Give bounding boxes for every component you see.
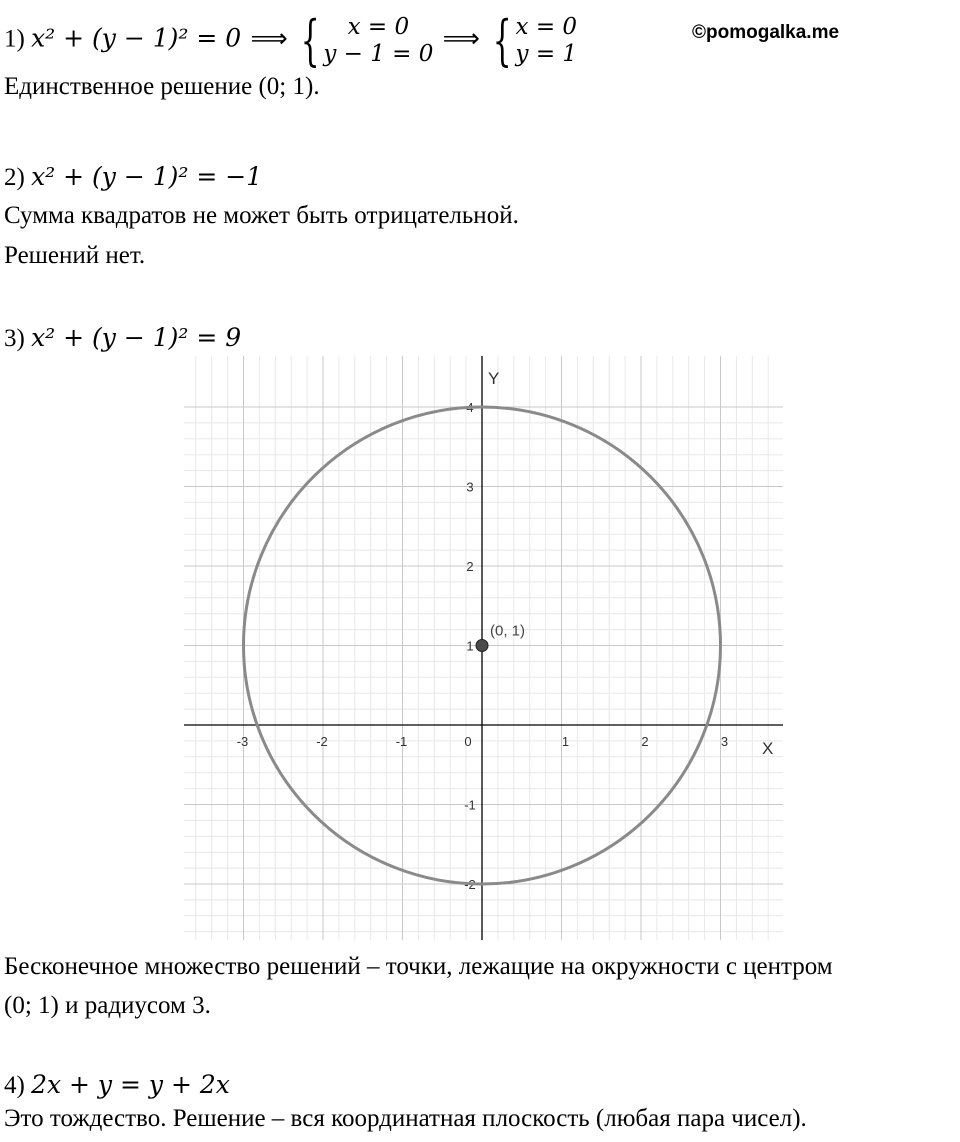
x-tick-label: 2 — [641, 734, 649, 749]
problem-3-text-2: (0; 1) и радиусом 3. — [4, 992, 211, 1019]
problem-1-equation: x² + (y − 1)² = 0 — [31, 23, 242, 53]
system-2-eq-a: x = 0 — [515, 14, 578, 40]
x-axis-label: X — [762, 739, 774, 758]
problem-3-equation: x² + (y − 1)² = 9 — [31, 323, 242, 352]
y-tick-label: -2 — [464, 877, 476, 892]
system-1-eq-a: x = 0 — [347, 14, 410, 40]
problem-2-number: 2) — [4, 164, 25, 191]
y-tick-label: 1 — [466, 638, 474, 654]
brace-icon: { — [300, 9, 320, 72]
problem-4-line — [4, 1070, 230, 1101]
system-2-eq-b: y = 1 — [515, 41, 578, 67]
problem-2-equation: x² + (y − 1)² = −1 — [31, 162, 263, 191]
problem-3-text-1: Бесконечное множество решений – точки, лежащие на окружности с центром — [4, 953, 833, 980]
x-tick-label: 1 — [561, 734, 570, 749]
y-tick-label: 2 — [466, 559, 474, 574]
problem-1-number: 1) — [4, 25, 25, 53]
x-tick-label: 3 — [720, 734, 729, 749]
x-tick-label: 0 — [464, 734, 472, 749]
implies-arrow-1: ⟹ — [250, 23, 288, 54]
center-point — [476, 640, 488, 652]
y-tick-label: 3 — [466, 479, 474, 495]
x-tick-label: -3 — [236, 734, 249, 749]
problem-1-answer: Единственное решение (0; 1). — [4, 73, 320, 100]
y-axis-label: Y — [488, 369, 500, 388]
problem-4-text: Это тождество. Решение – вся координатная плоскость (любая пара чисел). — [4, 1105, 807, 1132]
problem-4-number: 4) — [4, 1072, 25, 1099]
y-tick-label: 4 — [466, 400, 474, 415]
problem-4-equation: 2x + y = y + 2x — [31, 1070, 230, 1099]
system-1-eq-b: y − 1 = 0 — [323, 41, 434, 67]
watermark: ©pomogalka.me — [692, 22, 840, 43]
problem-2-text-1: Сумма квадратов не может быть отрицательной. — [4, 202, 519, 229]
x-tick-label: -2 — [316, 734, 328, 749]
x-tick-label: -1 — [395, 734, 408, 749]
problem-2-text-2: Решений нет. — [4, 242, 146, 269]
brace-icon: { — [492, 9, 512, 72]
problem-3-number: 3) — [4, 325, 25, 352]
center-point-label: (0, 1) — [490, 622, 526, 640]
y-tick-label: -1 — [464, 797, 476, 813]
implies-arrow-2: ⟹ — [442, 23, 480, 54]
